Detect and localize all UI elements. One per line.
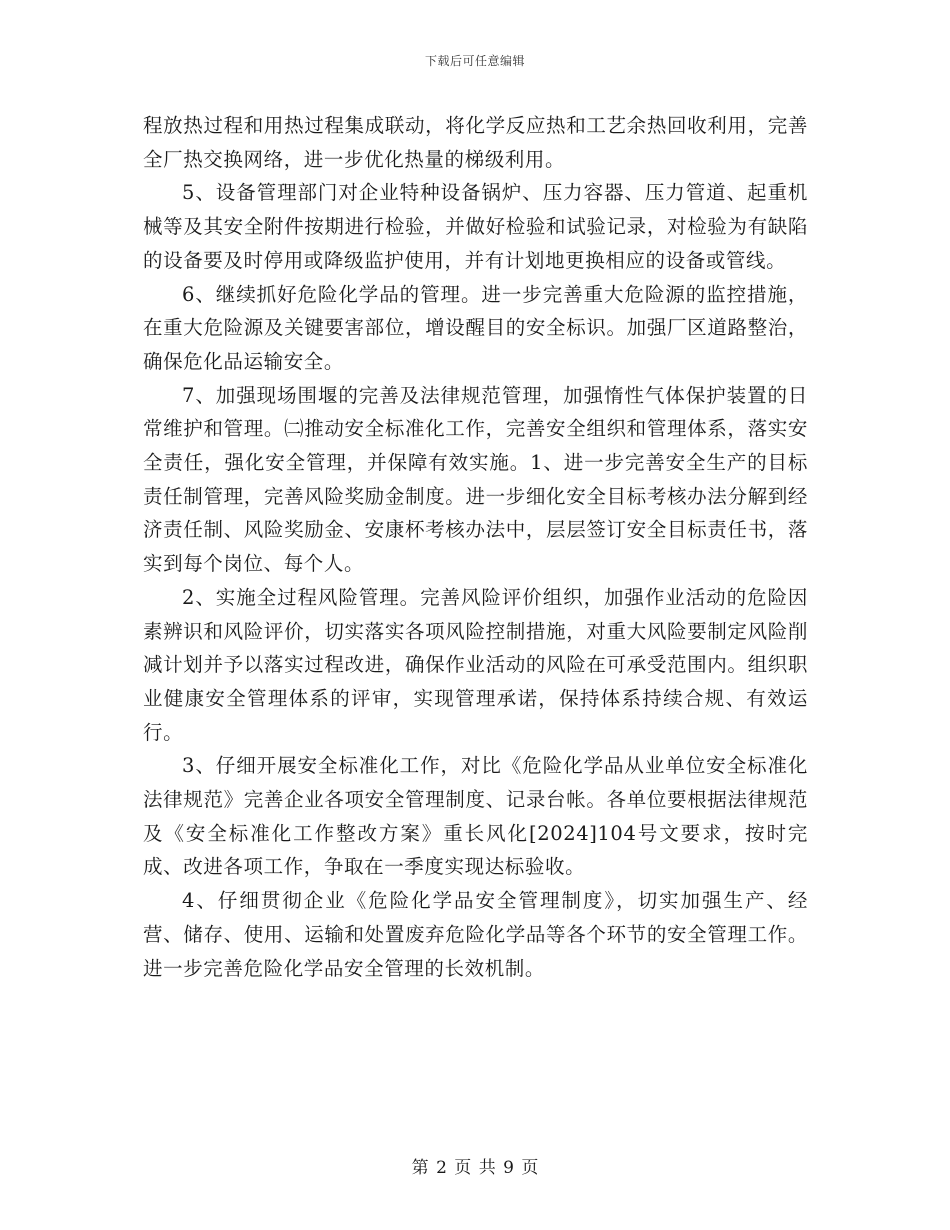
paragraph-item-3: 3、仔细开展安全标准化工作，对比《危险化学品从业单位安全标准化法律规范》完善企业各项安全管理制度、记录台帐。各单位要根据法律规范及《安全标准化工作整改方案》重长风化[2024]104号文要求，按时完成、改进各项工作，争取在一季度实现达标验收。 (143, 754, 808, 879)
page-header: 下载后可任意编辑 (424, 54, 525, 68)
page-number: 第 2 页 共 9 页 (411, 1158, 539, 1178)
document-body (143, 109, 808, 985)
paragraph-item-4: 4、仔细贯彻企业《危险化学品安全管理制度》，切实加强生产、经营、储存、使用、运输和处置废弃危险化学品等各个环节的安全管理工作。进一步完善危险化学品安全管理的长效机制。 (143, 889, 808, 980)
paragraph-item-5: 5、设备管理部门对企业特种设备锅炉、压力容器、压力管道、起重机械等及其安全附件按期进行检验，并做好检验和试验记录，对检验为有缺陷的设备要及时停用或降级监护使用，并有计划地更换相应的设备或管线。 (143, 181, 808, 272)
paragraph-continuation: 程放热过程和用热过程集成联动，将化学反应热和工艺余热回收利用，完善全厂热交换网络，进一步优化热量的梯级利用。 (143, 114, 808, 171)
paragraph-item-6: 6、继续抓好危险化学品的管理。进一步完善重大危险源的监控措施，在重大危险源及关键要害部位，增设醒目的安全标识。加强厂区道路整治，确保危化品运输安全。 (143, 282, 808, 373)
paragraph-item-7: 7、加强现场围堰的完善及法律规范管理，加强惰性气体保护装置的日常维护和管理。㈡推动安全标准化工作，完善安全组织和管理体系，落实安全责任，强化安全管理，并保障有效实施。1、进一步完善安全生产的目标责任制管理，完善风险奖励金制度。进一步细化安全目标考核办法分解到经济责任制、风险奖励金、安康杯考核办法中，层层签订安全目标责任书，落实到每个岗位、每个人。 (143, 383, 808, 576)
paragraph-item-2: 2、实施全过程风险管理。完善风险评价组织，加强作业活动的危险因素辨识和风险评价，切实落实各项风险控制措施，对重大风险要制定风险削减计划并予以落实过程改进，确保作业活动的风险在可承受范围内。组织职业健康安全管理体系的评审，实现管理承诺，保持体系持续合规、有效运行。 (143, 585, 808, 744)
